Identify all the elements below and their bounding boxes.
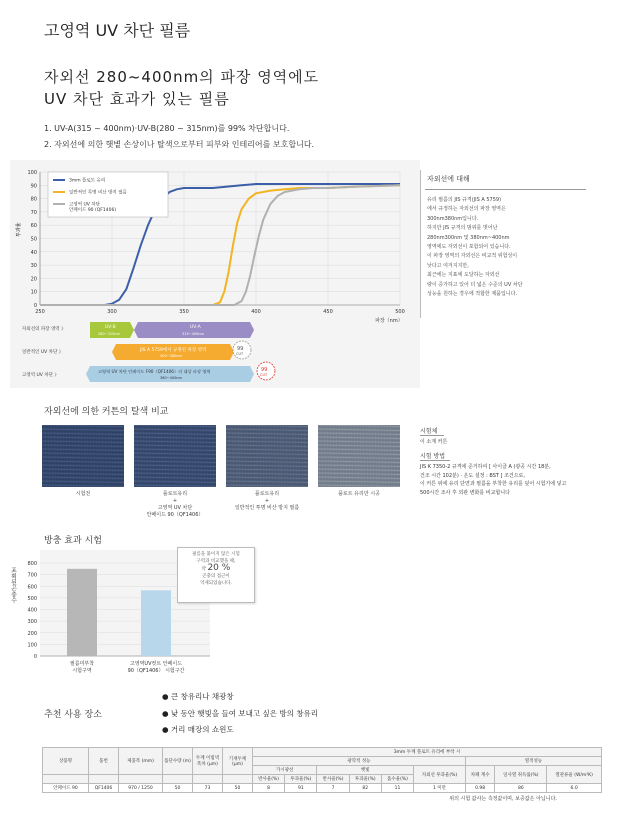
waveband-row-2-label: 일반적인 UV 차단 》	[22, 350, 64, 355]
col-u-value: 열관류율 (W/m²K)	[547, 766, 602, 784]
general-uv-text: JIS A 5759에서 규정된 파장 영역	[140, 348, 207, 353]
legend-entry: 3mm 플로트 유리	[69, 178, 106, 184]
x-tick-label: 500	[395, 309, 405, 315]
info-line: 성능을 원하는 경우에 적합한 제품입니다.	[427, 291, 518, 298]
col-part-number: 품번	[89, 748, 119, 775]
col-solar-absorb: 흡수율(%)	[381, 775, 413, 784]
info-line: 280nm300nm 및 380nm~400nm	[427, 234, 510, 241]
y-axis-label: 투과율	[16, 222, 22, 237]
x-tick-label: 350	[179, 309, 189, 315]
bug-bar-2	[141, 590, 171, 656]
info-line: 하지만 JIS 규격의 범위를 벗어난	[427, 225, 498, 232]
bug-y-tick-label: 700	[27, 572, 37, 579]
feature-bullet-1: 1. UV-A(315 ~ 400nm)·UV-B(280 ~ 315nm)를 99% 차단합니다.	[44, 124, 290, 133]
recommend-item-1: ● 큰 창유리나 채광창	[162, 692, 234, 701]
bug-y-tick-label: 300	[27, 619, 37, 626]
col-visible-transmit: 투과율(%)	[285, 775, 317, 784]
bug-category-label: 고영역UV컷트 안페이드	[129, 661, 183, 667]
col-visible-reflect: 반사율(%)	[253, 775, 285, 784]
uv-info-heading: 자외선에 대해	[427, 175, 470, 183]
uv-info-box	[420, 170, 600, 318]
photo-float-glass-general-film	[226, 425, 308, 487]
uv-info-body	[427, 196, 555, 299]
y-tick-label: 80	[30, 196, 37, 203]
callout-after-2: 억제되었습니다.	[200, 581, 232, 586]
col-roll-length: 롤단수량 (m)	[163, 748, 193, 775]
callout-after-1: 곤충의 접근이	[202, 574, 230, 579]
bug-y-axis-label: 포획된곤충수	[10, 567, 17, 603]
recommend-item-3: ● 거리 매장의 쇼윈도	[162, 725, 234, 734]
bug-y-tick-label: 200	[27, 630, 37, 637]
uvb-label: UV-B	[105, 325, 116, 330]
bug-category-label: 시험구역	[72, 668, 92, 674]
bug-y-tick-label: 0	[33, 654, 37, 660]
table-cell: 970 / 1250	[119, 784, 163, 793]
waveband-row-1-label: 자외선의 파장 영역 》	[22, 327, 66, 332]
x-tick-label: 250	[35, 309, 45, 315]
x-tick-label: 300	[107, 309, 117, 315]
table-row	[43, 784, 602, 793]
uva-range: 315~400nm	[182, 332, 204, 336]
table-cell: 50	[223, 784, 253, 793]
callout-line-1: 필름을 붙이지 않은 시험	[192, 552, 240, 557]
table-cell: 6.0	[547, 784, 602, 793]
sample-value: 이 소재 커튼	[420, 439, 448, 445]
bug-category-label: 필름미부착	[69, 661, 95, 667]
callout-line-2: 구역과 비교했을 때,	[196, 559, 236, 564]
waveband-row-3-label: 고영역 UV 차단 》	[22, 373, 59, 378]
callout-value: 20 %	[207, 563, 231, 573]
caption-float-glass-qf1406: 플로트유리 + 고영역 UV 차단 안페이드 90（QF1406）	[146, 491, 204, 518]
bug-y-tick-label: 600	[27, 584, 37, 591]
table-cell: 73	[193, 784, 223, 793]
high-cut-unit: CUT	[260, 373, 268, 377]
legend-entry: 고영역 UV 차단	[69, 202, 100, 208]
col-product-name: 상품명	[43, 748, 89, 775]
y-tick-label: 70	[30, 209, 37, 216]
table-cell: 50	[163, 784, 193, 793]
uva-label: UV-A	[190, 325, 201, 330]
photo-float-glass-only	[318, 425, 400, 487]
y-tick-label: 50	[30, 236, 37, 243]
caption-float-glass-only: 플로트 유리만 시공	[338, 491, 380, 497]
info-line: 량이 증가하고 있어 더 넓은 수준의 UV 차단	[427, 281, 523, 288]
method-body	[420, 463, 602, 497]
legend-entry: 일반적인 투명 비산 방지 필름	[69, 190, 127, 196]
bug-y-tick-label: 400	[27, 607, 37, 614]
recommend-label: 추천 사용 장소	[44, 710, 102, 720]
y-tick-label: 10	[30, 289, 37, 296]
uvb-range: 280~315nm	[98, 332, 120, 336]
transmittance-chart	[10, 160, 420, 388]
recommend-item-2: ● 낮 동안 햇빛을 들여 보내고 싶은 방의 창유리	[162, 709, 319, 718]
table-cell: 11	[381, 784, 413, 793]
y-tick-label: 40	[30, 249, 37, 256]
headline-line-2: UV 차단 효과가 있는 필름	[44, 90, 230, 108]
bug-y-tick-label: 500	[27, 595, 37, 602]
info-line: 영역에도 자외선이 포함되어 있습니다.	[427, 244, 511, 251]
solar-header: 햇빛	[317, 766, 414, 775]
optical-header: 광학적 성능	[253, 757, 466, 766]
y-tick-label: 30	[30, 263, 37, 270]
page-title: 고영역 UV 차단 필름	[44, 21, 191, 40]
bug-bar-1	[67, 569, 97, 656]
col-solar-reflect: 반사율(%)	[317, 775, 349, 784]
bug-result-callout	[177, 547, 255, 603]
bug-y-tick-label: 100	[27, 642, 37, 649]
col-uv-transmittance: 자외선 투과율(%)	[414, 766, 466, 784]
x-tick-label: 450	[323, 309, 333, 315]
headline-line-1: 자외선 280~400nm의 파장 영역에도	[44, 68, 320, 86]
table-cell: 7	[317, 784, 349, 793]
callout-prefix: 약	[201, 567, 207, 572]
col-solar-heat-gain: 일사열 취득률(%)	[495, 766, 547, 784]
table-cell: 91	[285, 784, 317, 793]
method-line: 500시간 조사 후 외관 변화를 비교합니다	[420, 489, 510, 496]
legend-entry-cont: 안페이드 90 (QF1406)	[69, 208, 117, 213]
visible-header: 가시광선	[253, 766, 317, 775]
info-line: 에서 규정하는 자외선의 파장 영역은	[427, 206, 506, 213]
col-solar-transmit: 투과율(%)	[349, 775, 381, 784]
photo-before-test	[42, 425, 124, 487]
general-uv-range: 300~380nm	[160, 354, 182, 358]
bug-test-heading: 방충 효과 시험	[44, 536, 102, 546]
table-cell: 1 미만	[414, 784, 466, 793]
col-base-thickness: 기재두께 (μm)	[223, 748, 253, 775]
info-line: 낮다고 여겨지지만,	[427, 262, 469, 269]
info-line: 최근에는 지표에 도달하는 자외선	[427, 272, 500, 279]
spec-table	[42, 747, 602, 793]
spec-note: 위의 시험 값사는 측정값이며, 보증값은 아닙니다.	[449, 796, 557, 802]
col-thickness: 두께 이빔넥 폭차 (μm)	[193, 748, 223, 775]
method-line: JIS K 7350-2 규격에 준거하여 [ 사이클 A (광공 시간 18분,	[420, 464, 551, 470]
y-tick-label: 0	[33, 303, 37, 309]
fade-heading: 자외선에 의한 커튼의 탈색 비교	[44, 407, 169, 417]
x-axis-label: 파장（nm）	[375, 318, 403, 324]
high-uv-range: 380~400nm	[160, 376, 182, 380]
y-tick-label: 60	[30, 223, 37, 230]
caption-float-glass-general-film: 플로트유리 + 일반적인 투명 비산 방지 필름	[234, 491, 300, 511]
y-tick-label: 90	[30, 183, 37, 190]
table-cell: 안페이드 90	[43, 784, 89, 793]
table-cell: 0.98	[465, 784, 495, 793]
spec-top-header: 3mm 두께 플로트 유리에 부착 시	[253, 748, 602, 757]
col-shading-coefficient: 차폐 계수	[465, 766, 495, 784]
table-cell: QF1406	[89, 784, 119, 793]
thermal-header: 열적성능	[465, 757, 601, 766]
col-width: 제품폭 (mm)	[119, 748, 163, 775]
y-tick-label: 100	[27, 170, 37, 176]
table-cell: 8	[253, 784, 285, 793]
method-label: 시험 방법	[420, 453, 446, 460]
feature-bullet-2: 2. 자외선에 의한 햇볕 손상이나 탈색으로부터 피부와 인테리어를 보호합니다.	[44, 140, 315, 149]
bug-category-label: 90（QF1406） 시험구간	[127, 668, 185, 674]
high-uv-text: 고영역 UV 차단 안페이드 F90（QF1406）의 대상 파장 영역	[98, 369, 211, 374]
x-tick-label: 400	[251, 309, 261, 315]
high-cut-value: 99	[261, 367, 268, 373]
caption-before-test: 시험전	[75, 491, 91, 497]
info-line: 300nm380nm입니다.	[427, 215, 479, 222]
uv-info-rule	[425, 189, 586, 190]
method-line: 건조 시간 102분) · 온도 설정 : BST ] 조건으로,	[420, 472, 525, 479]
y-tick-label: 20	[30, 276, 37, 283]
general-cut-unit: CUT	[236, 352, 244, 356]
sample-label: 시험체	[420, 428, 438, 435]
general-cut-value: 99	[237, 346, 244, 352]
photo-float-glass-qf1406	[134, 425, 216, 487]
info-line: 유리 필름의 JIS 규격(JIS A 5759)	[427, 197, 502, 203]
info-line: 이 파장 영역의 자외선은 비교적 위험성이	[427, 253, 518, 260]
table-cell: 82	[349, 784, 381, 793]
sample-rule	[420, 435, 444, 436]
method-line: 이 커튼 위에 유리 단면과 필름을 부착한 유리를 덮어 시험기에 넣고	[420, 481, 567, 487]
bug-y-tick-label: 800	[27, 561, 37, 567]
table-cell: 86	[495, 784, 547, 793]
method-rule	[420, 460, 450, 461]
